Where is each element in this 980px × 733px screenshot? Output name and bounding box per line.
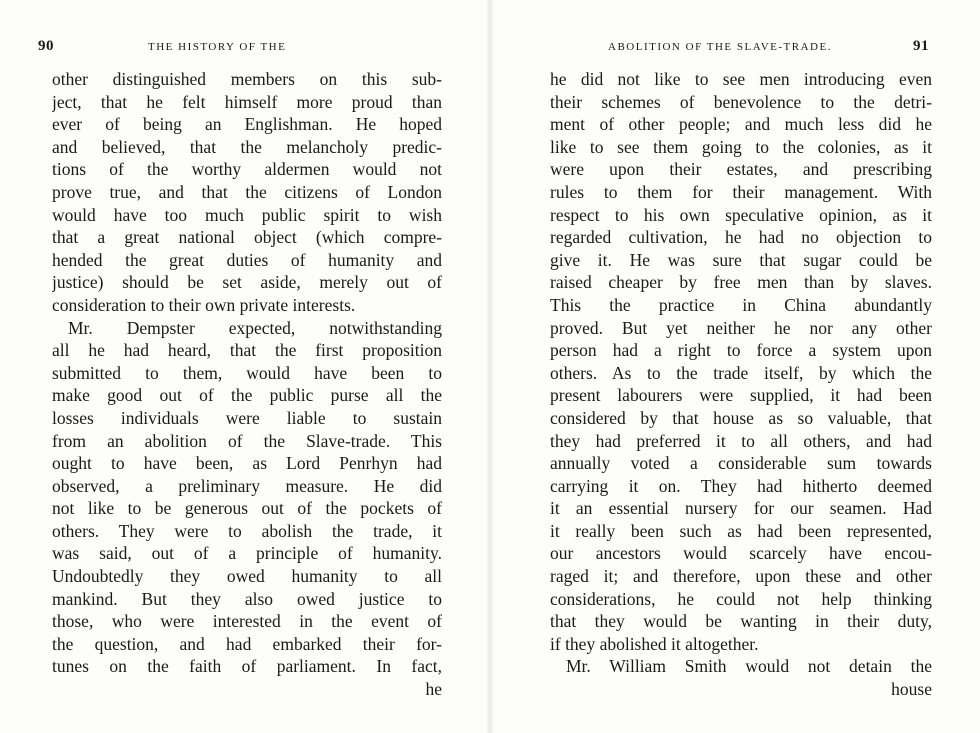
text-line: was said, out of a principle of humanity. <box>52 543 442 564</box>
text-line: ject, that he felt himself more proud than <box>52 91 442 112</box>
text-line: person had a right to force a system upon <box>550 340 932 361</box>
catchword: he <box>425 679 442 700</box>
text-line: raised cheaper by free men than by slaves. <box>550 272 932 293</box>
text-line: observed, a preliminary measure. He did <box>52 475 442 496</box>
text-line: not like to be generous out of the pockets of <box>52 498 442 519</box>
text-line: proved. But yet neither he nor any other <box>550 317 932 338</box>
text-line: others. As to the trade itself, by which the <box>550 362 932 383</box>
right-page-number: 91 <box>913 38 929 54</box>
text-line: were upon their estates, and prescribing <box>550 159 932 180</box>
text-line: give it. He was sure that sugar could be <box>550 249 932 270</box>
text-line: ought to have been, as Lord Penrhyn had <box>52 453 442 474</box>
text-line: rules to them for their management. With <box>550 181 932 202</box>
text-line: our ancestors would scarcely have encou- <box>550 543 932 564</box>
left-running-head: THE HISTORY OF THE <box>148 41 287 53</box>
text-line: they had preferred it to all others, and had <box>550 430 932 451</box>
text-line: it really been such as had been represented, <box>550 520 932 541</box>
text-line: raged it; and therefore, upon these and other <box>550 566 932 587</box>
text-line: Mr. William Smith would not detain the <box>566 656 932 677</box>
text-line: carrying it on. They had hitherto deemed <box>550 475 932 496</box>
text-line: mankind. But they also owed justice to <box>52 588 442 609</box>
text-line: ever of being an Englishman. He hoped <box>52 114 442 135</box>
text-line: justice) should be set aside, merely out of <box>52 272 442 293</box>
right-page <box>490 0 980 733</box>
text-line: Undoubtedly they owed humanity to all <box>52 566 442 587</box>
text-line: would have too much public spirit to wish <box>52 204 442 225</box>
text-line: it an essential nursery for our seamen. Had <box>550 498 932 519</box>
text-line: regarded cultivation, he had no objection to <box>550 227 932 248</box>
text-line: tions of the worthy aldermen would not <box>52 159 442 180</box>
text-line: others. They were to abolish the trade, it <box>52 520 442 541</box>
text-line: he did not like to see men introducing even <box>550 69 932 89</box>
text-line: and believed, that the melancholy predic- <box>52 136 442 157</box>
right-running-head: ABOLITION OF THE SLAVE-TRADE. <box>608 41 832 53</box>
text-line: This the practice in China abundantly <box>550 294 932 315</box>
text-line: submitted to them, would have been to <box>52 362 442 383</box>
right-page-text <box>550 68 932 701</box>
text-line: the question, and had embarked their for- <box>52 633 442 654</box>
text-line: annually voted a considerable sum towards <box>550 453 932 474</box>
text-line: Mr. Dempster expected, notwithstanding <box>68 317 442 338</box>
text-line: considered by that house as so valuable, that <box>550 407 932 428</box>
left-page-number: 90 <box>38 38 54 54</box>
left-page-text <box>52 68 442 701</box>
text-line: considerations, he could not help thinking <box>550 588 932 609</box>
text-line: hended the great duties of humanity and <box>52 249 442 270</box>
text-line: ment of other people; and much less did he <box>550 114 932 135</box>
text-line: other distinguished members on this sub- <box>52 69 442 89</box>
text-line: present labourers were supplied, it had been <box>550 385 932 406</box>
text-line: from an abolition of the Slave-trade. This <box>52 430 442 451</box>
text-line: like to see them going to the colonies, as it <box>550 136 932 157</box>
text-line: that they would be wanting in their duty, <box>550 611 932 632</box>
text-line: prove true, and that the citizens of London <box>52 181 442 202</box>
text-line: tunes on the faith of parliament. In fact, <box>52 656 442 677</box>
text-line: that a great national object (which compre- <box>52 227 442 248</box>
text-line: if they abolished it altogether. <box>550 633 759 654</box>
text-line: those, who were interested in the event of <box>52 611 442 632</box>
text-line: losses individuals were liable to sustain <box>52 407 442 428</box>
text-line: respect to his own speculative opinion, as it <box>550 204 932 225</box>
text-line: all he had heard, that the first proposition <box>52 340 442 361</box>
catchword: house <box>891 679 932 700</box>
text-line: consideration to their own private interests. <box>52 294 356 315</box>
text-line: their schemes of benevolence to the detri- <box>550 91 932 112</box>
text-line: make good out of the public purse all the <box>52 385 442 406</box>
